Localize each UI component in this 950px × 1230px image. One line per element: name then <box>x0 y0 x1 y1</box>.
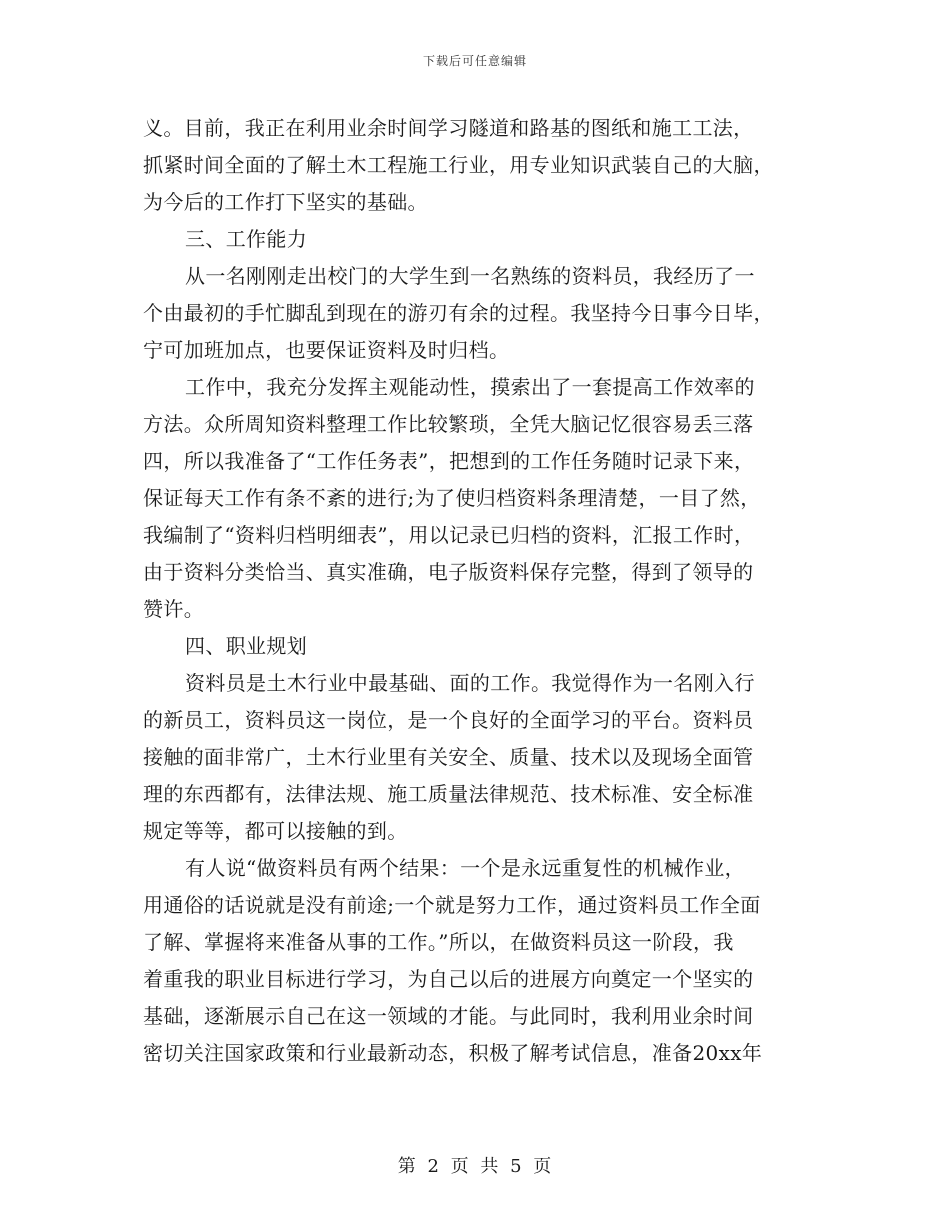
text-line: 赞许。 <box>143 597 205 621</box>
text-line: 理的东西都有，法律法规、施工质量法律规范、技术标准、安全标准 <box>143 782 754 806</box>
text-line: 用通俗的话说就是没有前途;一个就是努力工作，通过资料员工作全面 <box>143 893 761 917</box>
text-line: 为今后的工作打下坚实的基础。 <box>143 190 428 214</box>
text-line: 保证每天工作有条不紊的进行;为了使归档资料条理清楚，一目了然， <box>143 486 761 510</box>
text-line: 的新员工，资料员这一岗位，是一个良好的全面学习的平台。资料员 <box>143 708 754 732</box>
text-line: 了解、掌握将来准备从事的工作。”所以，在做资料员这一阶段，我 <box>143 930 734 954</box>
text-line: 四，所以我准备了“工作任务表”，把想到的工作任务随时记录下来， <box>143 449 755 473</box>
text-line: 由于资料分类恰当、真实准确，电子版资料保存完整，得到了领导的 <box>143 560 754 584</box>
text-line: 工作中，我充分发挥主观能动性，摸索出了一套提高工作效率的 <box>185 375 755 399</box>
text-line: 四、职业规划 <box>185 634 308 658</box>
text-line: 宁可加班加点，也要保证资料及时归档。 <box>143 338 510 362</box>
text-line: 个由最初的手忙脚乱到现在的游刃有余的过程。我坚持今日事今日毕， <box>143 301 774 325</box>
text-line: 抓紧时间全面的了解土木工程施工行业，用专业知识武装自己的大脑， <box>143 153 774 177</box>
text-line: 密切关注国家政策和行业最新动态，积极了解考试信息，准备20xx年 <box>143 1041 763 1065</box>
text-line: 我编制了“资料归档明细表”，用以记录已归档的资料，汇报工作时， <box>143 523 755 547</box>
text-line: 从一名刚刚走出校门的大学生到一名熟练的资料员，我经历了一 <box>185 264 755 288</box>
text-line: 义。目前，我正在利用业余时间学习隧道和路基的图纸和施工工法， <box>143 116 754 140</box>
text-line: 方法。众所周知资料整理工作比较繁琐，全凭大脑记忆很容易丢三落 <box>143 412 754 436</box>
text-line: 规定等等，都可以接触的到。 <box>143 819 408 843</box>
text-line: 接触的面非常广，土木行业里有关安全、质量、技术以及现场全面管 <box>143 745 754 769</box>
page-number: 第 2 页 共 5 页 <box>397 1156 553 1177</box>
page-header: 下载后可任意编辑 <box>422 54 527 68</box>
text-line: 有人说“做资料员有两个结果：一个是永远重复性的机械作业， <box>185 856 746 880</box>
document-body <box>143 110 813 1072</box>
text-line: 着重我的职业目标进行学习，为自己以后的进展方向奠定一个坚实的 <box>143 967 754 991</box>
text-line: 资料员是土木行业中最基础、面的工作。我觉得作为一名刚入行 <box>185 671 755 695</box>
text-line: 基础，逐渐展示自己在这一领域的才能。与此同时，我利用业余时间 <box>143 1004 754 1028</box>
text-line: 三、工作能力 <box>185 227 308 251</box>
